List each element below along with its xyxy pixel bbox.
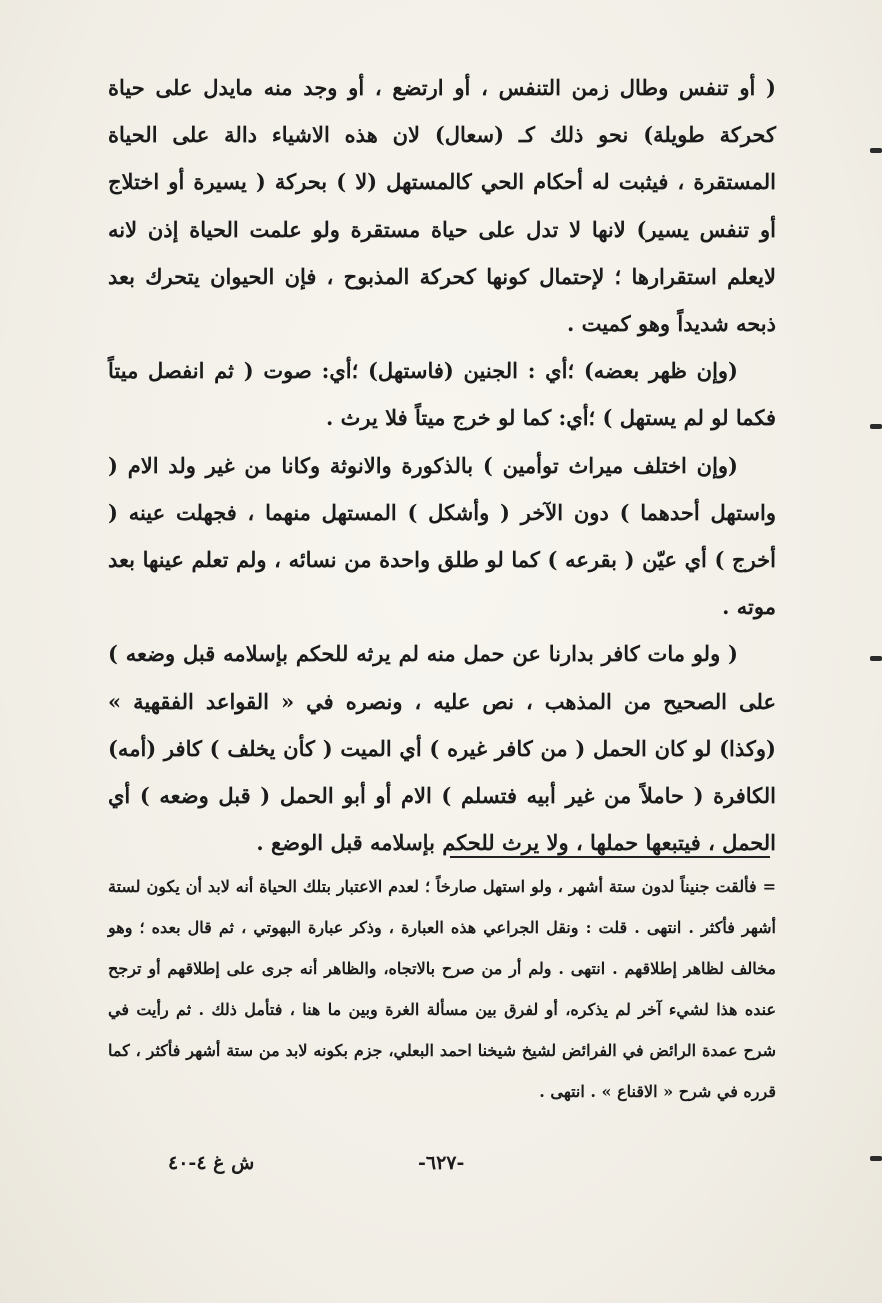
binding-mark	[870, 1156, 882, 1161]
paragraph-4: ( ولو مات كافر بدارنا عن حمل منه لم يرثه للحكم بإسلامه قبل وضعه ) على الصحيح من المذهب ، نص عليه ، ونصره في « القواعد الفقهية » (وكذا) لو كان الحمل ( من كافر غيره ) أي الميت ( كأن يخلف ) كافر (أمه) الكافرة ( حاملاً من غير أبيه فتسلم ) الام أو أبو الحمل ( قبل وضعه ) أي الحمل ، فيتبعها حملها ، ولا يرث للحكم بإسلامه قبل الوضع .	[108, 641, 776, 856]
binding-mark	[870, 656, 882, 661]
page-footer	[108, 1152, 776, 1192]
footnote-divider	[450, 856, 770, 858]
binding-mark	[870, 148, 882, 153]
paragraph-1: ( أو تنفس وطال زمن التنفس ، أو ارتضع ، أو وجد منه مايدل على حياة كحركة طويلة) نحو ذلك كـ (سعال) لان هذه الاشياء دالة على الحياة المستقرة ، فيثبت له أحكام الحي كالمستهل (لا ) بحركة ( يسيرة أو اختلاج أو تنفس يسير) لانها لا تدل على حياة مستقرة ولو علمت الحياة إذن لانه لايعلم استقرارها ؛ لإحتمال كونها كحركة المذبوح ، فإن الحيوان يتحرك بعد ذبحه شديداً وهو كميت .	[108, 75, 776, 337]
paragraph-2: (وإن ظهر بعضه) ؛أي : الجنين (فاستهل) ؛أي: صوت ( ثم انفصل ميتاً فكما لو لم يستهل ) ؛أي: كما لو خرج ميتاً فلا يرث .	[108, 358, 776, 431]
printer-signature: ش غ ٤-٤٠	[168, 1152, 255, 1174]
paragraph-3: (وإن اختلف ميراث توأمين ) بالذكورة والانوثة وكانا من غير ولد الام ( واستهل أحدهما ) دون الآخر ( وأشكل ) المستهل منهما ، فجهلت عينه ( أخرج ) أي عيّن ( بقرعه ) كما لو طلق واحدة من نسائه ، ولم تعلم عينها بعد موته .	[108, 452, 776, 620]
main-text-body	[108, 64, 776, 866]
page-number: -٦٢٧-	[418, 1152, 465, 1174]
binding-mark	[870, 424, 882, 429]
footnote-block	[108, 866, 776, 1112]
footnote-text: = فألقت جنيناً لدون ستة أشهر ، ولو استهل صارخاً ؛ لعدم الاعتبار بتلك الحياة أنه لابد أن يكون لستة أشهر فأكثر . انتهى . قلت : ونقل الجراعي هذه العبارة ، وذكر عبارة البهوتي ، ثم قال بعده ؛ وهو مخالف لظاهر إطلاقهم . انتهى . ولم أر من صرح بالاتجاه، والظاهر أنه جرى على إطلاقهم أو ترجح عنده هذا لشيء آخر لم يذكره، أو لفرق بين مسألة الغرة وبين ما هنا ، فتأمل ذلك . ثم رأيت في شرح عمدة الرائض في الفرائض لشيخ شيخنا احمد البعلي، جزم بكونه لابد من ستة أشهر فأكثر ، كما قرره في شرح « الاقناع » . انتهى .	[108, 877, 776, 1101]
